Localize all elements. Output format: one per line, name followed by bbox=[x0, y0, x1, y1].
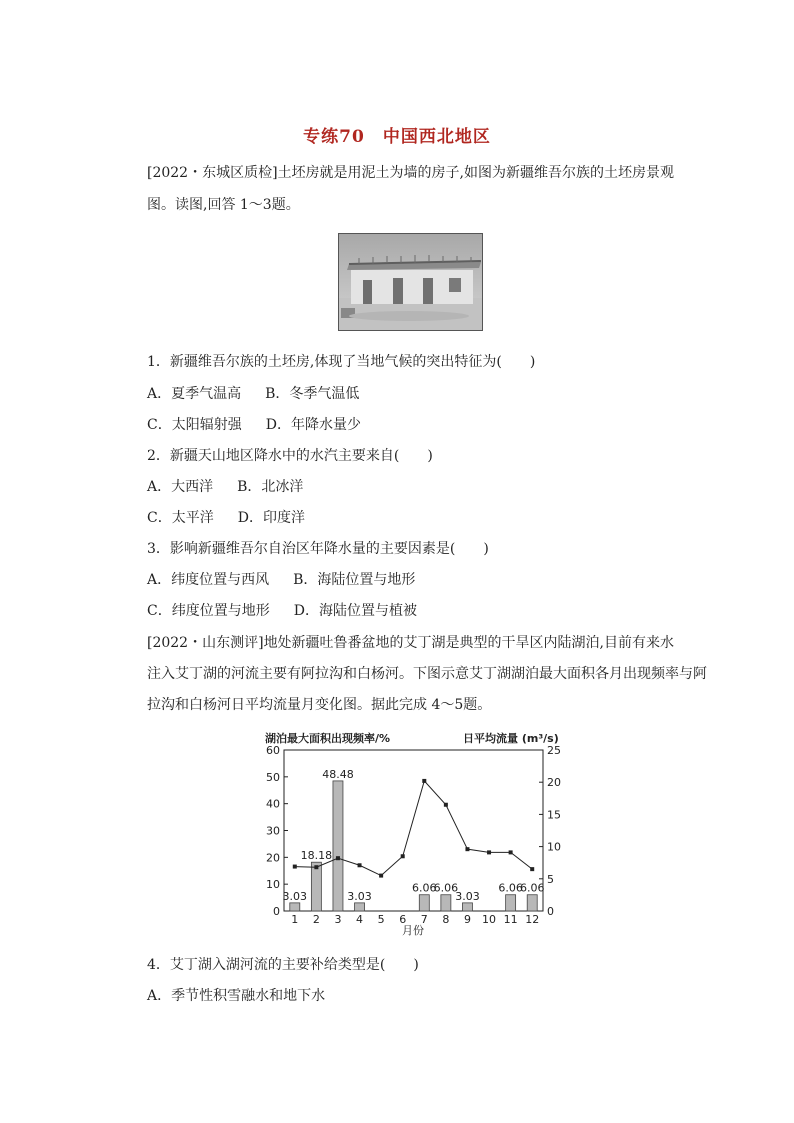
title-name: 中国西北地区 bbox=[382, 127, 491, 147]
intro1-line2: 图。读图,回答 1～3题。 bbox=[147, 197, 300, 213]
intro2-line2: 注入艾丁湖的河流主要有阿拉沟和白杨河。下图示意艾丁湖湖泊最大面积各月出现频率与阿 bbox=[147, 666, 707, 682]
flow-point bbox=[379, 874, 383, 878]
q1-option-b: B．冬季气温低 bbox=[265, 386, 360, 402]
x-tick-label: 8 bbox=[442, 913, 450, 926]
right-tick-label: 5 bbox=[547, 872, 554, 886]
flow-point bbox=[422, 779, 426, 783]
frequency-bar bbox=[527, 895, 537, 911]
question-2-options-cd bbox=[147, 508, 305, 528]
frequency-bar bbox=[462, 903, 472, 911]
right-tick-label: 0 bbox=[547, 905, 554, 918]
frequency-bar bbox=[311, 862, 321, 911]
chart-svg bbox=[257, 727, 577, 942]
flow-point bbox=[401, 854, 405, 858]
intro2-text1: 地处新疆吐鲁番盆地的艾丁湖是典型的干旱区内陆湖泊,目前有来水 bbox=[263, 635, 675, 651]
question-1-options-ab bbox=[147, 384, 359, 404]
intro1-source: [2022・东城区质检] bbox=[147, 165, 278, 181]
intro1-text: 土坯房就是用泥土为墙的房子,如图为新疆维吾尔族的土坯房景观 bbox=[277, 165, 675, 181]
title-code: 专练70 bbox=[303, 127, 365, 147]
bar-value-label: 3.03 bbox=[455, 889, 480, 903]
flow-point bbox=[509, 850, 513, 854]
question-3: 3．影响新疆维吾尔自治区年降水量的主要因素是( ) bbox=[147, 541, 489, 557]
frequency-bar bbox=[333, 781, 343, 911]
flow-point bbox=[444, 803, 448, 807]
bar-value-label: 48.48 bbox=[322, 767, 354, 781]
page-title bbox=[0, 122, 794, 147]
left-tick-label: 30 bbox=[266, 824, 280, 838]
bar-value-label: 18.18 bbox=[300, 849, 333, 863]
question-2-options-ab bbox=[147, 477, 303, 497]
flow-line bbox=[295, 781, 532, 876]
q1-option-d: D．年降水量少 bbox=[265, 417, 361, 433]
left-tick-label: 60 bbox=[266, 744, 280, 757]
flow-point bbox=[465, 847, 469, 851]
question-1: 1．新疆维吾尔族的土坯房,体现了当地气候的突出特征为( ) bbox=[147, 354, 536, 370]
q3-option-a: A．纬度位置与西风 bbox=[147, 572, 270, 588]
x-tick-label: 7 bbox=[420, 913, 428, 926]
x-tick-label: 5 bbox=[377, 913, 385, 926]
left-tick-label: 50 bbox=[266, 770, 280, 784]
question-2: 2．新疆天山地区降水中的水汽主要来自( ) bbox=[147, 448, 433, 464]
right-tick-label: 15 bbox=[547, 808, 561, 822]
question-3-options-ab bbox=[147, 570, 415, 590]
question-3-options-cd bbox=[147, 601, 417, 621]
frequency-bar bbox=[506, 895, 516, 911]
bar-value-label: 6.06 bbox=[519, 881, 545, 895]
x-tick-label: 12 bbox=[525, 913, 540, 926]
left-tick-label: 40 bbox=[266, 797, 280, 811]
question-4: 4．艾丁湖入湖河流的主要补给类型是( ) bbox=[147, 957, 419, 973]
bar-value-label: 6.06 bbox=[412, 881, 437, 895]
bar-value-label: 3.03 bbox=[347, 889, 372, 903]
frequency-bar bbox=[290, 903, 300, 911]
q2-option-d: D．印度洋 bbox=[237, 510, 305, 526]
x-tick-label: 10 bbox=[482, 913, 497, 926]
right-tick-label: 25 bbox=[547, 744, 561, 757]
right-tick-label: 10 bbox=[547, 840, 561, 854]
earthen-house-photo bbox=[338, 233, 483, 331]
x-tick-label: 3 bbox=[334, 913, 342, 926]
flow-point bbox=[314, 865, 318, 869]
x-tick-label: 9 bbox=[463, 913, 471, 926]
frequency-bar bbox=[419, 895, 429, 911]
x-tick-label: 2 bbox=[312, 913, 320, 926]
x-tick-label: 1 bbox=[291, 913, 299, 926]
question-4-option-a: A．季节性积雪融水和地下水 bbox=[147, 988, 326, 1004]
q3-option-c: C．纬度位置与地形 bbox=[147, 603, 270, 619]
left-tick-label: 20 bbox=[266, 851, 280, 865]
x-axis-label: 月份 bbox=[402, 924, 424, 937]
frequency-bar bbox=[355, 903, 365, 911]
left-tick-label: 0 bbox=[273, 905, 280, 918]
flow-point bbox=[358, 863, 362, 867]
left-axis-label: 湖泊最大面积出现频率/% bbox=[265, 732, 391, 745]
bar-value-label: 6.06 bbox=[498, 881, 523, 895]
flow-point bbox=[487, 850, 491, 854]
intro1-line1 bbox=[147, 163, 674, 183]
q2-option-c: C．太平洋 bbox=[147, 510, 214, 526]
question-1-options-cd bbox=[147, 415, 361, 435]
q2-option-b: B．北冰洋 bbox=[237, 479, 304, 495]
chart-container bbox=[257, 727, 577, 942]
intro2-source: [2022・山东测评] bbox=[147, 635, 264, 651]
q1-option-a: A．夏季气温高 bbox=[147, 386, 242, 402]
x-tick-label: 11 bbox=[503, 913, 518, 926]
x-tick-label: 6 bbox=[399, 913, 407, 926]
bar-value-label: 6.06 bbox=[433, 881, 459, 895]
bar-value-label: 3.03 bbox=[282, 889, 308, 903]
x-tick-label: 4 bbox=[356, 913, 364, 926]
flow-point bbox=[293, 865, 297, 869]
intro2-line3: 拉沟和白杨河日平均流量月变化图。据此完成 4～5题。 bbox=[147, 697, 492, 713]
frequency-bar bbox=[441, 895, 451, 911]
intro2-line1 bbox=[147, 633, 674, 653]
right-axis-label: 日平均流量 (m³/s) bbox=[463, 732, 559, 745]
flow-point bbox=[336, 856, 340, 860]
q1-option-c: C．太阳辐射强 bbox=[147, 417, 242, 433]
q3-option-d: D．海陆位置与植被 bbox=[293, 603, 417, 619]
right-tick-label: 20 bbox=[547, 776, 561, 790]
q3-option-b: B．海陆位置与地形 bbox=[293, 572, 416, 588]
q2-option-a: A．大西洋 bbox=[147, 479, 214, 495]
left-tick-label: 10 bbox=[266, 878, 280, 892]
flow-point bbox=[530, 867, 534, 871]
